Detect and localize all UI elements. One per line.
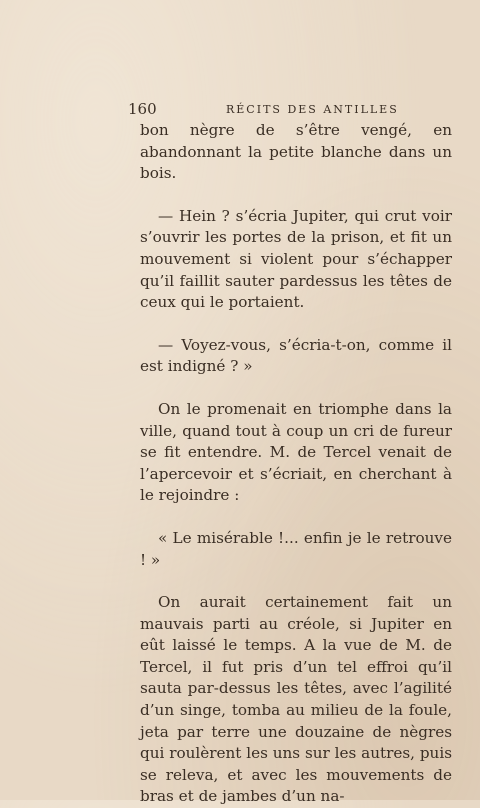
- running-title: RÉCITS DES ANTILLES: [226, 103, 399, 116]
- paragraph-continuation: bon nègre de s’être vengé, en abandonnant la petite blanche dans un bois.: [140, 121, 452, 183]
- paragraph-jupiter-exclaims: — Hein ? s’écria Jupiter, qui crut voir s’ouvrir les portes de la prison, et fit un mouvement si violent pour s’échapper qu’il faillit sauter pardessus les têtes de ceux qui le portaient.: [140, 206, 452, 312]
- paragraph-tercel-quote: « Le misérable !... enfin je le retrouve ! »: [140, 528, 452, 569]
- paragraph-triumph: On le promenait en triomphe dans la ville, quand tout à coup un cri de fureur se fit entendre. M. de Tercel venait de l’apercevoir et s’écriait, en cherchant à le rejoindre :: [140, 399, 452, 505]
- paragraph-crowd-remark: — Voyez-vous, s’écria-t-on, comme il est indigné ? »: [140, 335, 452, 376]
- page-number: 160: [128, 100, 157, 118]
- paragraph-escape: On aurait certainement fait un mauvais parti au créole, si Jupiter en eût laissé le temps. A la vue de M. de Tercel, il fut pris d’un tel effroi qu’il sauta par-dessus les têtes, avec l’agilité d’un singe, tomba au milieu de la foule, jeta par terre une douzaine de nègres qui roulèrent les uns sur les autres, puis se releva, et avec les mouvements de bras et de jambes d’un na-: [140, 593, 452, 806]
- running-head: [128, 100, 448, 120]
- body-text: [140, 120, 452, 808]
